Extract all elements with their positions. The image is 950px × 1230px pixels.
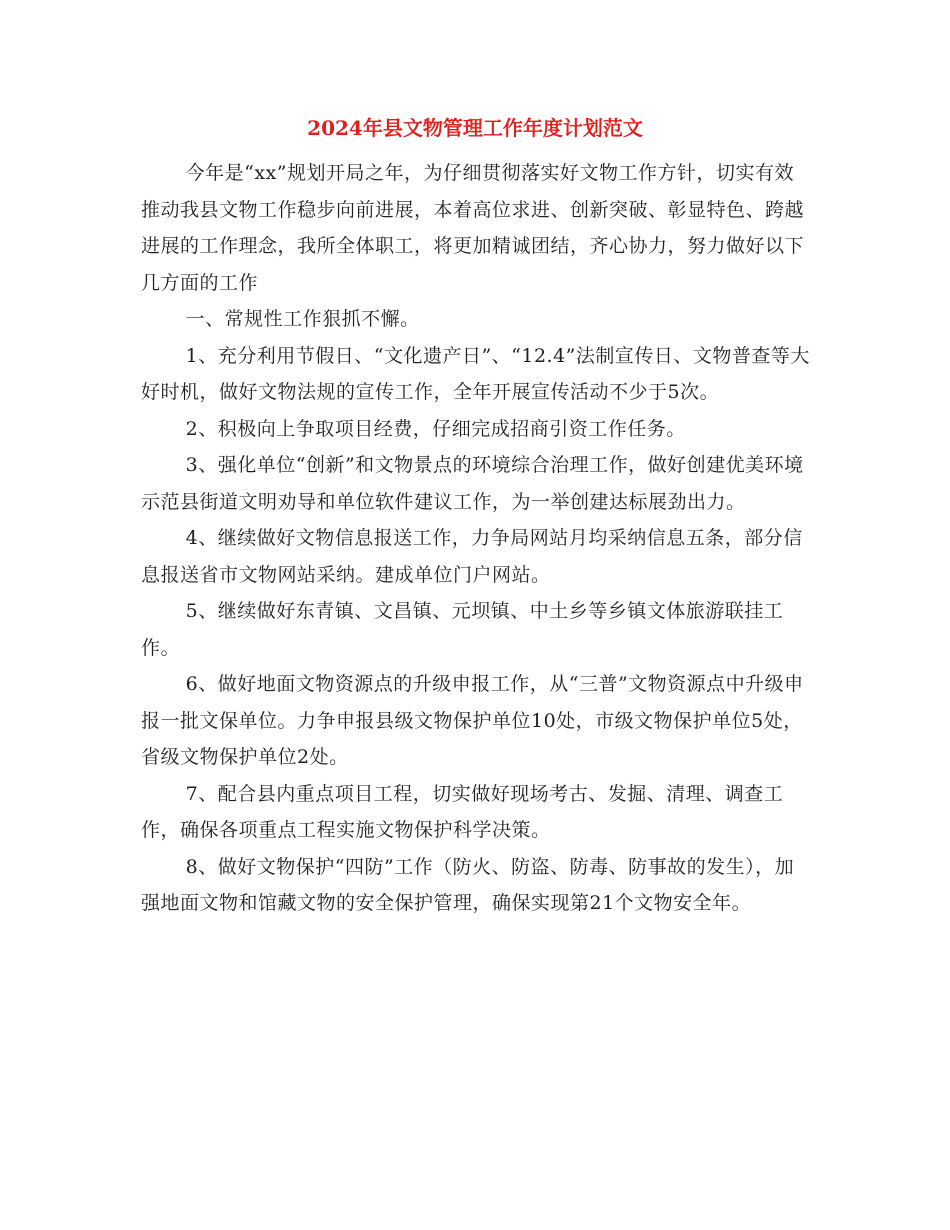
document-title: 2024年县文物管理工作年度计划范文 — [307, 116, 643, 140]
item-paragraph-1: 1、充分利用节假日、“文化遗产日”、“12.4”法制宣传日、文物普查等大好时机，做好文物法规的宣传工作，全年开展宣传活动不少于5次。 — [141, 344, 810, 403]
document-body — [141, 155, 813, 922]
item-paragraph-3: 3、强化单位“创新”和文物景点的环境综合治理工作，做好创建优美环境示范县街道文明劝导和单位软件建议工作，为一举创建达标展劲出力。 — [141, 454, 804, 513]
item-paragraph-7: 7、配合县内重点项目工程，切实做好现场考古、发掘、清理、调查工作，确保各项重点工程实施文物保护科学决策。 — [141, 782, 784, 841]
item-paragraph-6: 6、做好地面文物资源点的升级申报工作，从“三普”文物资源点中升级申报一批文保单位。力争申报县级文物保护单位10处，市级文物保护单位5处，省级文物保护单位2处。 — [141, 673, 804, 768]
item-paragraph-5: 5、继续做好东青镇、文昌镇、元坝镇、中土乡等乡镇文体旅游联挂工作。 — [141, 600, 784, 659]
item-paragraph-4: 4、继续做好文物信息报送工作，力争局网站月均采纳信息五条，部分信息报送省市文物网站采纳。建成单位门户网站。 — [141, 527, 803, 586]
section-heading-1: 一、常规性工作狠抓不懈。 — [185, 308, 420, 330]
intro-paragraph: 今年是“xx”规划开局之年，为仔细贯彻落实好文物工作方针，切实有效推动我县文物工作稳步向前进展，本着高位求进、创新突破、彰显特色、跨越进展的工作理念，我所全体职工，将更加精诚团结，齐心协力，努力做好以下几方面的工作 — [141, 162, 805, 294]
item-paragraph-2: 2、积极向上争取项目经费，仔细完成招商引资工作任务。 — [185, 417, 686, 440]
item-paragraph-8: 8、做好文物保护“四防”工作（防火、防盗、防毒、防事故的发生），加强地面文物和馆藏文物的安全保护管理，确保实现第21个文物安全年。 — [141, 855, 795, 914]
